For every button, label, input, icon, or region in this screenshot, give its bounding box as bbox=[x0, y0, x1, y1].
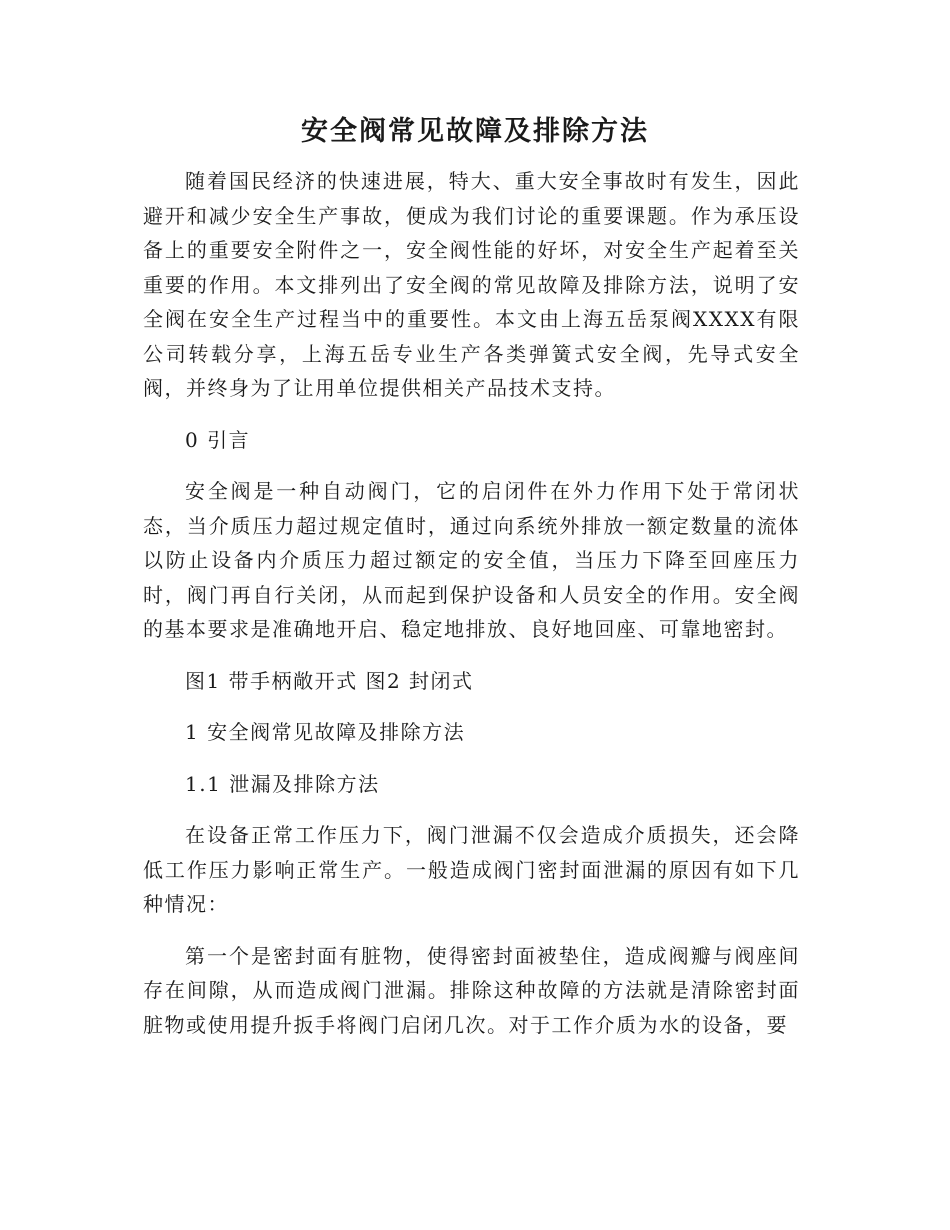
paragraph-dirt-cause: 第一个是密封面有脏物，使得密封面被垫住，造成阀瓣与阀座间存在间隙，从而造成阀门泄漏。排除这种故障的方法就是清除密封面脏物或使用提升扳手将阀门启闭几次。对于工作介质为水的设备，要 bbox=[143, 943, 800, 1037]
document-body bbox=[143, 164, 800, 1059]
paragraph-definition: 安全阀是一种自动阀门，它的启闭件在外力作用下处于常闭状态，当介质压力超过规定值时，通过向系统外排放一额定数量的流体以防止设备内介质压力超过额定的安全值，当压力下降至回座压力时，阀门再自行关闭，从而起到保护设备和人员安全的作用。安全阀的基本要求是准确地开启、稳定地排放、良好地回座、可靠地密封。 bbox=[143, 479, 800, 641]
paragraph-intro: 随着国民经济的快速进展，特大、重大安全事故时有发生，因此避开和减少安全生产事故，便成为我们讨论的重要课题。作为承压设备上的重要安全附件之一，安全阀性能的好坏，对安全生产起着至关重要的作用。本文排列出了安全阀的常见故障及排除方法，说明了安全阀在安全生产过程当中的重要性。本文由上海五岳泵阀XXXX有限公司转载分享，上海五岳专业生产各类弹簧式安全阀，先导式安全阀，并终身为了让用单位提供相关产品技术支持。 bbox=[143, 169, 800, 400]
subsection-heading-leakage: 1.1 泄漏及排除方法 bbox=[185, 771, 380, 796]
figure-caption: 图1 带手柄敞开式 图2 封闭式 bbox=[185, 668, 474, 693]
section-heading-faults: 1 安全阀常见故障及排除方法 bbox=[185, 720, 466, 744]
section-heading-preface: 0 引言 bbox=[185, 427, 251, 452]
document-title: 安全阀常见故障及排除方法 bbox=[301, 116, 649, 147]
paragraph-leakage: 在设备正常工作压力下，阀门泄漏不仅会造成介质损失，还会降低工作压力影响正常生产。一般造成阀门密封面泄漏的原因有如下几种情况： bbox=[143, 823, 800, 916]
